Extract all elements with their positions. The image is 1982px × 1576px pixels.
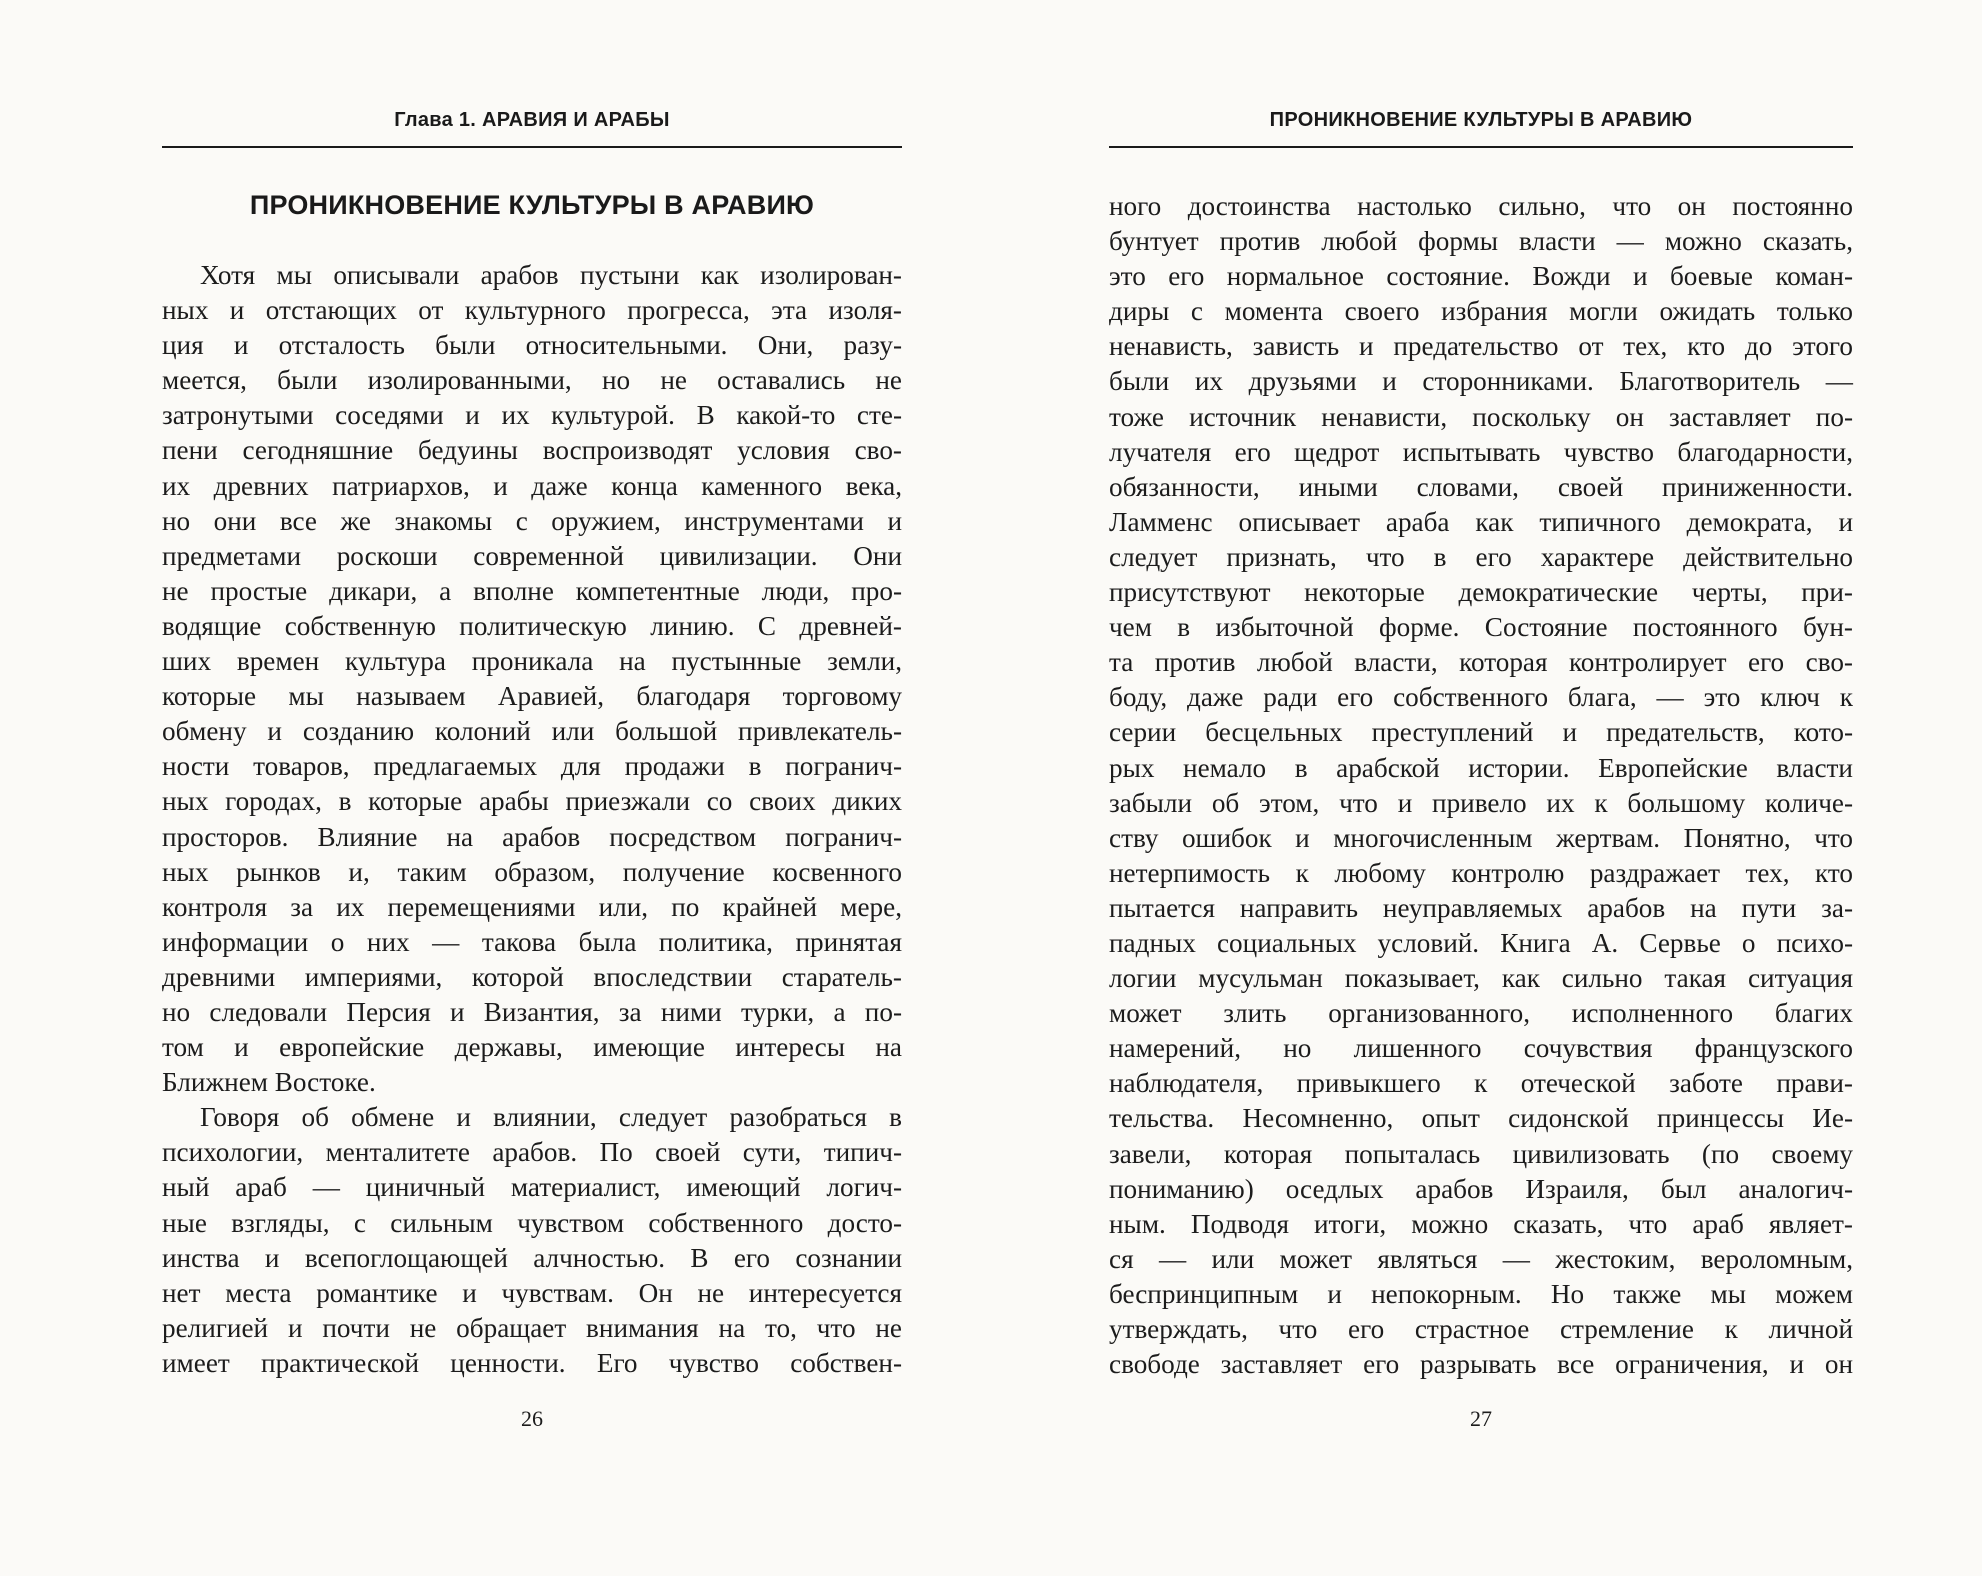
text-line: были их друзьями и сторонниками. Благотворитель — (1109, 366, 1853, 397)
text-line: но следовали Персия и Византия, за ними турки, а по- (162, 996, 902, 1027)
text-line: ция и отсталость были относительными. Они, разу- (162, 330, 902, 361)
text-line: рых немало в арабской истории. Европейские власти (1109, 752, 1853, 783)
text-line: завели, которая попыталась цивилизовать (по своему (1109, 1138, 1853, 1169)
text-line: Ламменс описывает араба как типичного демократа, и (1109, 506, 1853, 537)
text-line: пытается направить неуправляемых арабов на пути за- (1109, 892, 1853, 923)
text-line: намерений, но лишенного сочувствия французского (1109, 1033, 1853, 1064)
text-line: лучателя его щедрот испытывать чувство благодарности, (1109, 436, 1853, 467)
text-line: тельства. Несомненно, опыт сидонской принцессы Ие- (1109, 1103, 1853, 1134)
left-page-body (162, 258, 902, 1381)
text-line: пени сегодняшние бедуины воспроизводят условия сво- (162, 435, 902, 466)
text-line: меется, были изолированными, но не оставались не (162, 365, 902, 396)
text-line: ные взгляды, с сильным чувством собственного досто- (162, 1207, 902, 1238)
text-line: ненависть, зависть и предательство от тех, кто до этого (1109, 331, 1853, 362)
text-line: чем в избыточной форме. Состояние постоянного бун- (1109, 612, 1853, 643)
text-line: но они все же знакомы с оружием, инструментами и (162, 505, 902, 536)
text-line: религией и почти не обращает внимания на то, что не (162, 1312, 902, 1343)
text-line: боду, даже ради его собственного блага, — это ключ к (1109, 682, 1853, 713)
text-line: логии мусульман показывает, как сильно такая ситуация (1109, 963, 1853, 994)
text-line: психологии, менталитете арабов. По своей сути, типич- (162, 1137, 902, 1168)
text-line: ного достоинства настолько сильно, что он постоянно (1109, 191, 1853, 221)
text-line: ных городах, в которые арабы приезжали со своих диких (162, 786, 902, 817)
text-line: древними империями, которой впоследствии старатель- (162, 961, 902, 992)
text-line: свободе заставляет его разрывать все ограничения, и он (1109, 1349, 1853, 1380)
text-line: ших времен культура проникала на пустынные земли, (162, 646, 902, 677)
page-number-right: 27 (1470, 1406, 1492, 1431)
page-number-left: 26 (521, 1406, 543, 1431)
text-line: просторов. Влияние на арабов посредством погранич- (162, 821, 902, 852)
text-line: информации о них — такова была политика, принятая (162, 926, 902, 957)
text-line: это его нормальное состояние. Вожди и боевые коман- (1109, 261, 1853, 292)
text-line: ных рынков и, таким образом, получение косвенного (162, 856, 902, 887)
text-line: присутствуют некоторые демократические черты, при- (1109, 577, 1853, 608)
text-line: их древних патриархов, и даже конца каменного века, (162, 470, 902, 501)
text-line: может злить организованного, исполненного благих (1109, 998, 1853, 1029)
right-page-body (1109, 189, 1853, 1382)
text-line: ству ошибок и многочисленным жертвам. Понятно, что (1109, 822, 1853, 853)
text-line: серии бесцельных преступлений и предательств, кото- (1109, 717, 1853, 748)
text-line: диры с момента своего избрания могли ожидать только (1109, 296, 1853, 327)
text-line: ный араб — циничный материалист, имеющий логич- (162, 1172, 902, 1203)
text-line: Ближнем Востоке. (162, 1067, 376, 1098)
text-line: падных социальных условий. Книга А. Сервье о психо- (1109, 927, 1853, 958)
text-line: следует признать, что в его характере действительно (1109, 541, 1853, 572)
text-line: беспринципным и непокорным. Но также мы можем (1109, 1278, 1853, 1309)
text-line: затронутыми соседями и их культурой. В какой-то сте- (162, 400, 902, 431)
text-line: обязанности, иными словами, своей приниженности. (1109, 471, 1853, 502)
text-line: забыли об этом, что и привело их к большому количе- (1109, 787, 1853, 818)
text-line: наблюдателя, привыкшего к отеческой заботе прави- (1109, 1068, 1853, 1099)
text-line: Хотя мы описывали арабов пустыни как изолирован- (200, 260, 902, 290)
text-line: контроля за их перемещениями или, по крайней мере, (162, 891, 902, 922)
text-line: бунтует против любой формы власти — можно сказать, (1109, 226, 1853, 257)
text-line: ся — или может являться — жестоким, вероломным, (1109, 1243, 1853, 1274)
running-head-left: Глава 1. АРАВИЯ И АРАБЫ (162, 108, 902, 148)
text-line: имеет практической ценности. Его чувство собствен- (162, 1347, 902, 1378)
text-line: обмену и созданию колоний или большой привлекатель- (162, 716, 902, 747)
text-line: нет места романтике и чувствам. Он не интересуется (162, 1277, 902, 1308)
text-line: тоже источник ненависти, поскольку он заставляет по- (1109, 401, 1853, 432)
text-line: Говоря об обмене и влиянии, следует разобраться в (200, 1102, 902, 1133)
right-page (991, 0, 1982, 1576)
text-line: предметами роскоши современной цивилизации. Они (162, 540, 902, 571)
text-line: которые мы называем Аравией, благодаря торговому (162, 681, 902, 712)
text-line: та против любой власти, которая контролирует его сво- (1109, 647, 1853, 678)
text-line: том и европейские державы, имеющие интересы на (162, 1032, 902, 1063)
text-line: не простые дикари, а вполне компетентные люди, про- (162, 575, 902, 606)
text-line: ным. Подводя итоги, можно сказать, что араб являет- (1109, 1208, 1853, 1239)
running-head-right: ПРОНИКНОВЕНИЕ КУЛЬТУРЫ В АРАВИЮ (1109, 108, 1853, 148)
text-line: инства и всепоглощающей алчностью. В его сознании (162, 1242, 902, 1273)
text-line: ных и отстающих от культурного прогресса, эта изоля- (162, 295, 902, 326)
text-line: водящие собственную политическую линию. С древней- (162, 610, 902, 641)
text-line: пониманию) оседлых арабов Израиля, был аналогич- (1109, 1173, 1853, 1204)
text-line: нетерпимость к любому контролю раздражает тех, кто (1109, 857, 1853, 888)
text-line: утверждать, что его страстное стремление к личной (1109, 1314, 1853, 1344)
section-title: ПРОНИКНОВЕНИЕ КУЛЬТУРЫ В АРАВИЮ (249, 190, 815, 220)
text-line: ности товаров, предлагаемых для продажи в погранич- (162, 751, 902, 782)
